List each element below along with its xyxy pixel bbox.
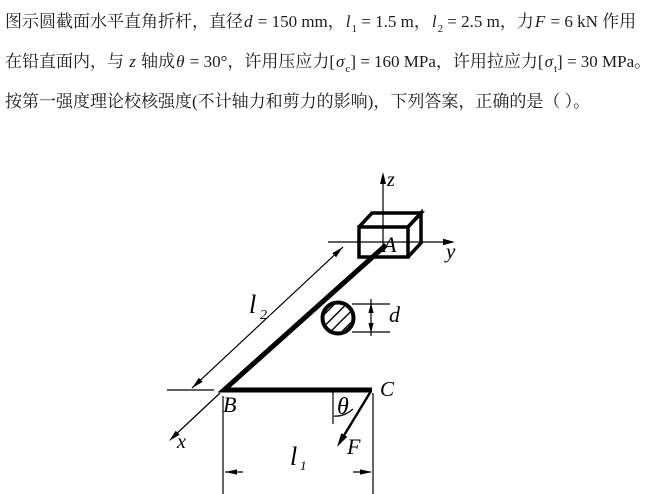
force-F-arrow-icon [337, 433, 347, 447]
angle-theta-label: θ [337, 394, 349, 420]
force-F-label: F [347, 434, 361, 459]
point-label-A: A [383, 232, 397, 257]
cross-section-circle [323, 303, 354, 334]
dim-l1-arrow-left-icon [225, 469, 237, 474]
z-axis-arrow-icon [380, 172, 386, 184]
dim-label-l2: l [249, 290, 257, 319]
dim-label-l1-sub: 1 [300, 458, 307, 473]
dim-label-l2-sub: 2 [260, 308, 267, 323]
x-axis-label: x [177, 431, 186, 453]
z-axis-label: z [387, 169, 395, 191]
dim-label-l1: l [290, 442, 298, 471]
dim-label-d: d [389, 302, 400, 327]
point-label-C: C [380, 377, 395, 401]
problem-line-1: 图示圆截面水平直角折杆，直径d = 150 mm，$l_1 = 1.5$ m，$l_2 = 2.5$ m，力F = 6 kN 作用 [5, 12, 637, 35]
problem-line-3: 按第一强度理论校核强度(不计轴力和剪力的影响)，下列答案，正确的是（ ）。 [5, 92, 591, 111]
dim-l1-arrow-right-icon [360, 469, 372, 474]
dim-d [352, 299, 390, 336]
point-label-B: B [223, 392, 237, 417]
y-axis-label: y [446, 239, 456, 263]
problem-line-2: 在铅直面内，与 z 轴成θ = 30°，许用压应力$[\sigma_c] = 160$ MPa，许用拉应力$[\sigma_t] = 30$ MPa。 [5, 52, 652, 75]
